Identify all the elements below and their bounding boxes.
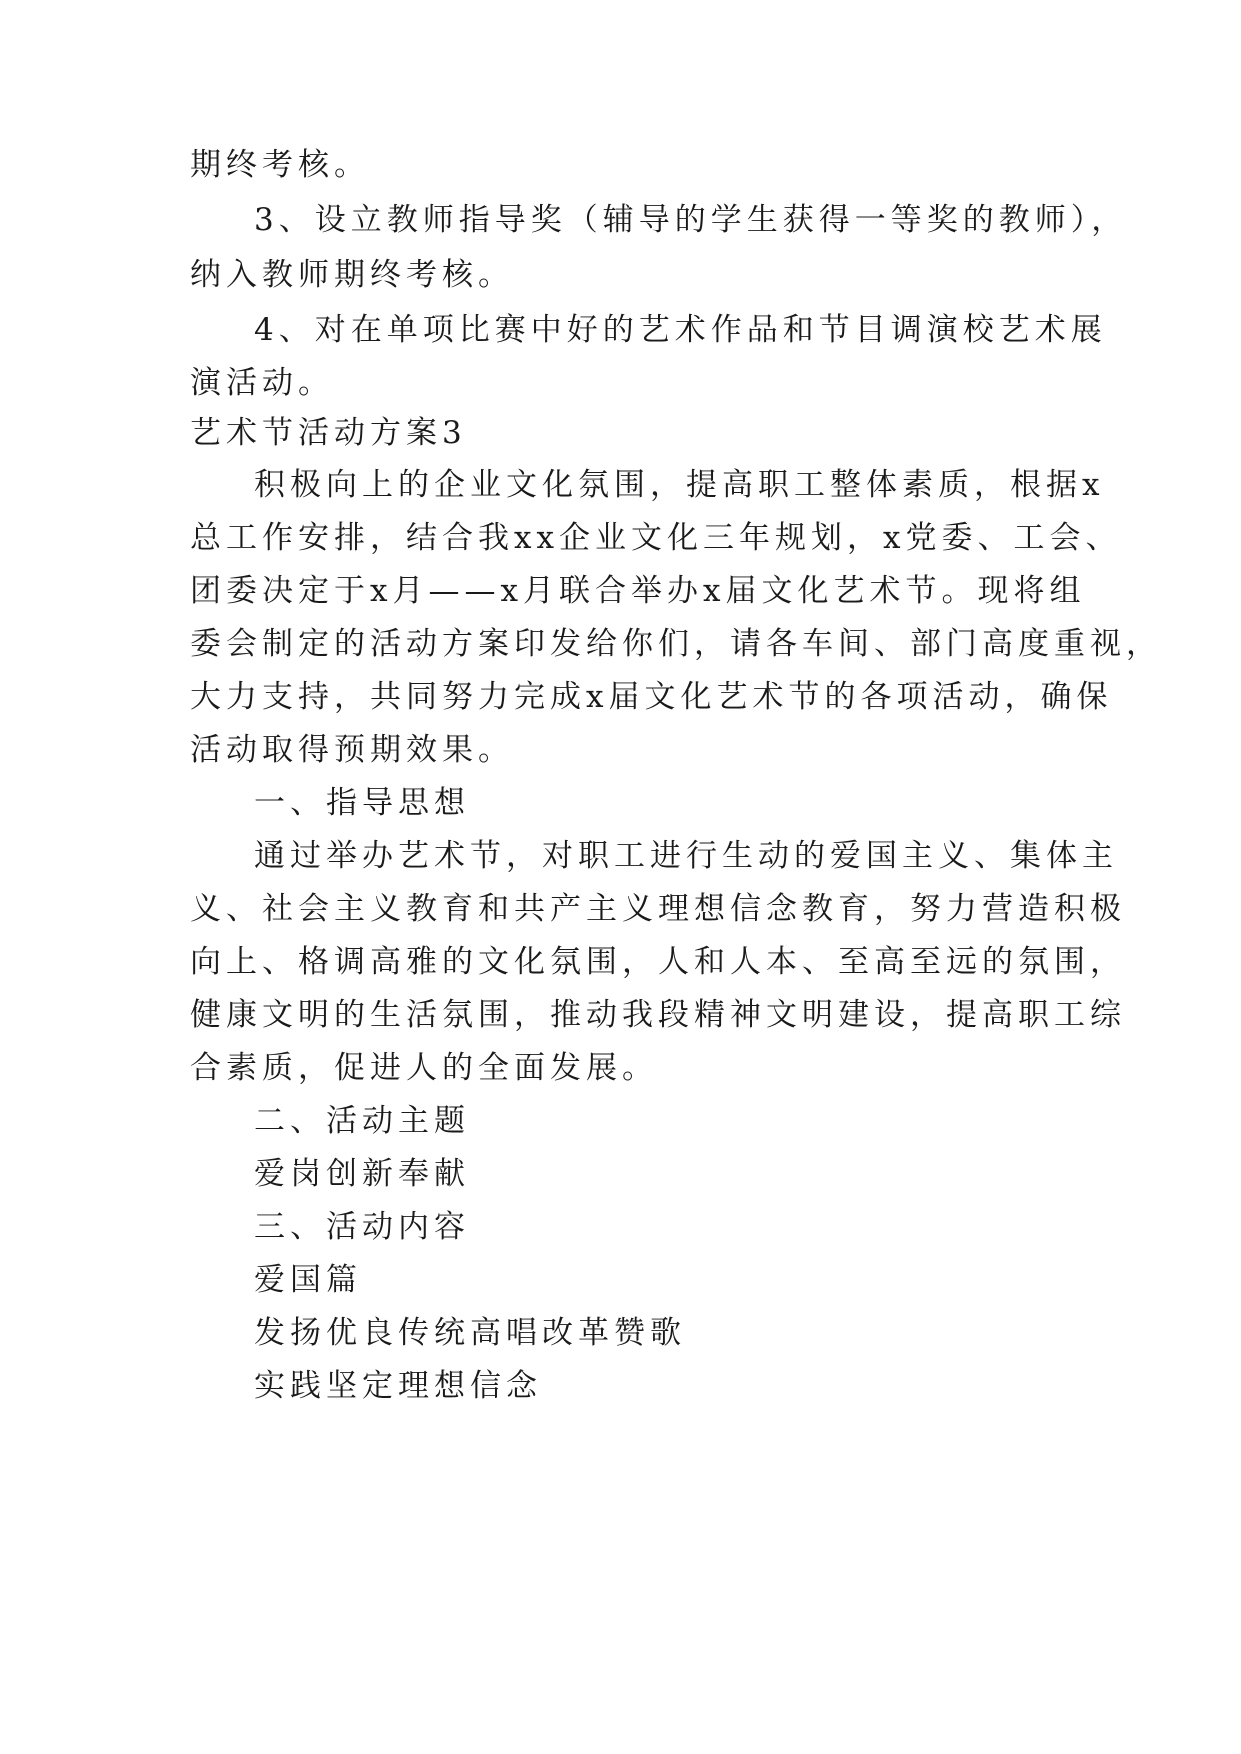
text-line: 发扬优良传统高唱改革赞歌 (254, 1315, 686, 1351)
text-line: 通过举办艺术节，对职工进行生动的爱国主义、集体主 (254, 838, 1118, 874)
text-line: 总工作安排，结合我xx企业文化三年规划，x党委、工会、 (190, 520, 1122, 556)
text-line: 委会制定的活动方案印发给你们，请各车间、部门高度重视， (190, 626, 1162, 662)
text-line: 活动取得预期效果。 (190, 732, 514, 768)
text-line: 健康文明的生活氛围，推动我段精神文明建设，提高职工综 (190, 997, 1126, 1033)
text-line: 实践坚定理想信念 (254, 1368, 542, 1404)
subheading: 二、活动主题 (254, 1103, 470, 1139)
text-line: 3、设立教师指导奖（辅导的学生获得一等奖的教师）， (254, 202, 1128, 238)
text-line: 4、对在单项比赛中好的艺术作品和节目调演校艺术展 (254, 312, 1107, 348)
subheading: 一、指导思想 (254, 785, 470, 821)
text-line: 向上、格调高雅的文化氛围，人和人本、至高至远的氛围， (190, 944, 1126, 980)
text-line: 爱岗创新奉献 (254, 1156, 470, 1192)
text-line: 演活动。 (190, 365, 334, 401)
text-line: 期终考核。 (190, 147, 370, 183)
text-line: 积极向上的企业文化氛围，提高职工整体素质，根据x (254, 467, 1105, 503)
text-line: 纳入教师期终考核。 (190, 257, 514, 293)
text-line: 爱国篇 (254, 1262, 362, 1298)
subheading: 三、活动内容 (254, 1209, 470, 1245)
text-line: 大力支持，共同努力完成x届文化艺术节的各项活动，确保 (190, 679, 1113, 715)
section-heading: 艺术节活动方案3 (190, 415, 467, 451)
text-line: 义、社会主义教育和共产主义理想信念教育，努力营造积极 (190, 891, 1126, 927)
text-line: 团委决定于x月——x月联合举办x届文化艺术节。现将组 (190, 573, 1086, 609)
text-line: 合素质，促进人的全面发展。 (190, 1050, 658, 1086)
